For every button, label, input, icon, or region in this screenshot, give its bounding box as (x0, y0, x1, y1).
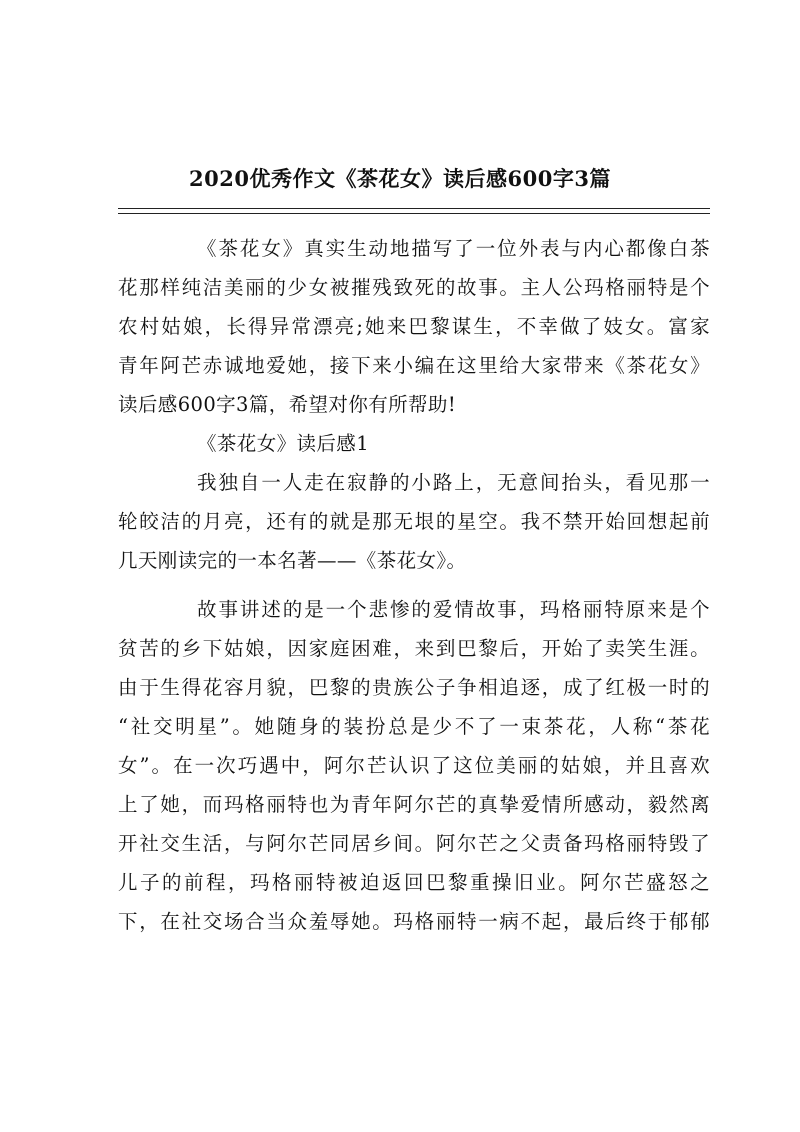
document-title: 2020优秀作文《茶花女》读后感600字3篇 (189, 166, 611, 191)
paragraph-gap (118, 580, 710, 590)
paragraph-1 (118, 463, 710, 580)
paragraph-line: 开社交生活，与阿尔芒同居乡间。阿尔芒之父责备玛格丽特毁了 (118, 832, 710, 855)
title-rule-bottom (118, 213, 710, 214)
paragraph-line: 女”。在一次巧遇中，阿尔芒认识了这位美丽的姑娘，并且喜欢 (118, 754, 710, 777)
paragraph-line: “社交明星”。她随身的装扮总是少不了一束茶花，人称“茶花 (118, 715, 710, 738)
intro-line: 《茶花女》真实生动地描写了一位外表与内心都像白茶 (197, 237, 710, 260)
paragraph-line: 几天刚读完的一本名著——《茶花女》。 (118, 549, 467, 572)
document-body (118, 229, 710, 941)
paragraph-line: 儿子的前程，玛格丽特被迫返回巴黎重操旧业。阿尔芒盛怒之 (118, 871, 710, 894)
paragraph-line: 故事讲述的是一个悲惨的爱情故事，玛格丽特原来是个 (197, 598, 710, 621)
intro-line: 农村姑娘，长得异常漂亮;她来巴黎谋生，不幸做了妓女。富家 (118, 315, 710, 338)
intro-line: 读后感600字3篇，希望对你有所帮助! (118, 393, 457, 416)
section-heading: 《茶花女》读后感1 (197, 432, 370, 455)
paragraph-line: 上了她，而玛格丽特也为青年阿尔芒的真挚爱情所感动，毅然离 (118, 793, 710, 816)
paragraph-line: 贫苦的乡下姑娘，因家庭困难，来到巴黎后，开始了卖笑生涯。 (118, 637, 710, 660)
paragraph-line: 下，在社交场合当众羞辱她。玛格丽特一病不起，最后终于郁郁 (118, 910, 710, 933)
title-rule-top (118, 208, 710, 209)
intro-line: 花那样纯洁美丽的少女被摧残致死的故事。主人公玛格丽特是个 (118, 276, 710, 299)
intro-line: 青年阿芒赤诚地爱她，接下来小编在这里给大家带来《茶花女》 (118, 354, 710, 377)
paragraph-line: 由于生得花容月貌，巴黎的贵族公子争相追逐，成了红极一时的 (118, 676, 710, 699)
intro-paragraph (118, 229, 710, 424)
paragraph-line: 轮皎洁的月亮，还有的就是那无垠的星空。我不禁开始回想起前 (118, 510, 710, 533)
paragraph-2 (118, 590, 710, 941)
paragraph-line: 我独自一人走在寂静的小路上，无意间抬头，看见那一 (197, 471, 710, 494)
